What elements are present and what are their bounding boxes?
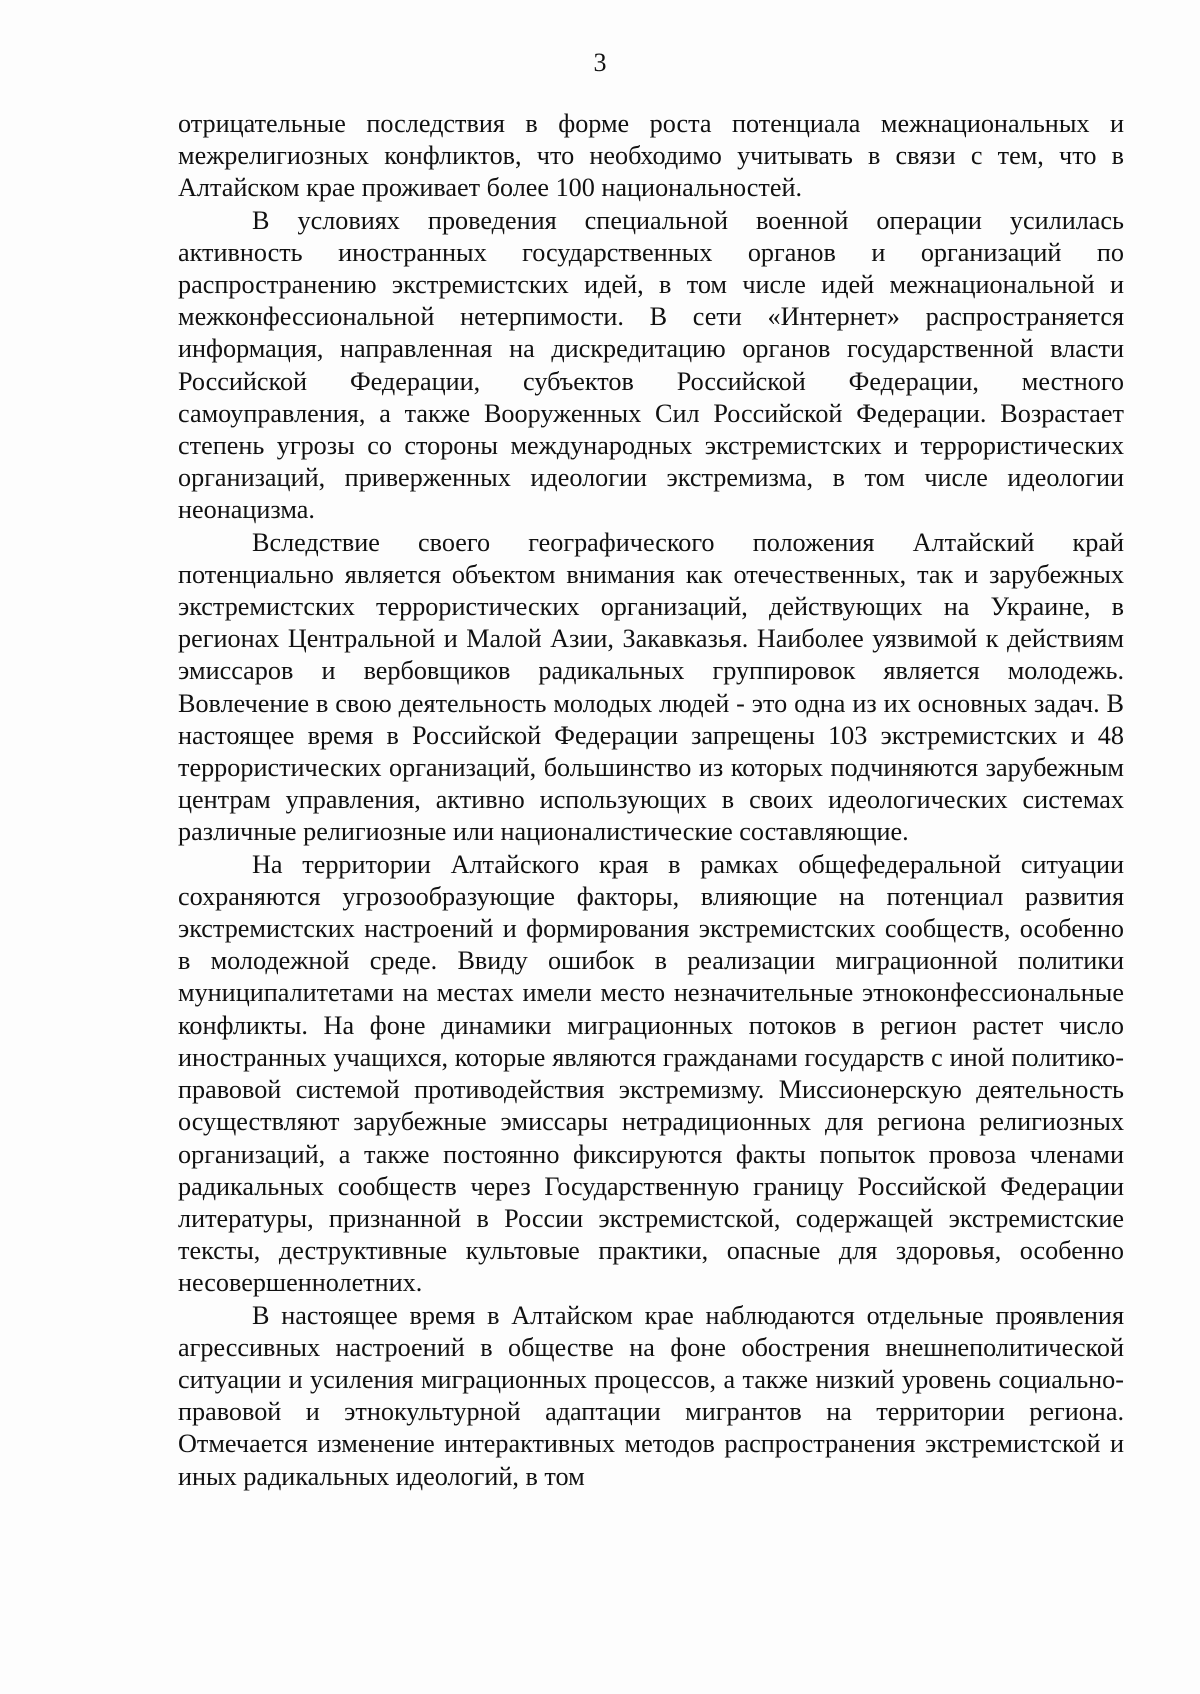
- page-number: 3: [593, 48, 607, 77]
- document-body: [178, 108, 1124, 1493]
- paragraph-threat-factors: На территории Алтайского края в рамках общефедеральной ситуации сохраняются угрозообразующие факторы, влияющие на потенциал развития экстремистских настроений и формирования экстремистских сообществ, особенно в молодежной среде. Ввиду ошибок в реализации миграционной политики муниципалитетами на местах имели место незначительные этноконфессиональные конфликты. На фоне динамики миграционных потоков в регион растет число иностранных учащихся, которые являются гражданами государств с иной политико-правовой системой противодействия экстремизму. Миссионерскую деятельность осуществляют зарубежные эмиссары нетрадиционных для региона религиозных организаций, а также постоянно фиксируются факты попыток провоза членами радикальных сообществ через Государственную границу Российской Федерации литературы, признанной в России экстремистской, содержащей экстремистские тексты, деструктивные культовые практики, опасные для здоровья, особенно несовершеннолетних.: [178, 849, 1124, 1298]
- paragraph-special-operation: В условиях проведения специальной военной операции усилилась активность иностранных государственных органов и организаций по распространению экстремистских идей, в том числе идей межнациональной и межконфессиональной нетерпимости. В сети «Интернет» распространяется информация, направленная на дискредитацию органов государственной власти Российской Федерации, субъектов Российской Федерации, местного самоуправления, а также Вооруженных Сил Российской Федерации. Возрастает степень угрозы со стороны международных экстремистских и террористических организаций, приверженных идеологии экстремизма, в том числе идеологии неонацизма.: [178, 205, 1124, 525]
- paragraph-geographic-position: Вследствие своего географического положения Алтайский край потенциально является объектом внимания как отечественных, так и зарубежных экстремистских террористических организаций, действующих на Украине, в регионах Центральной и Малой Азии, Закавказья. Наиболее уязвимой к действиям эмиссаров и вербовщиков радикальных группировок является молодежь. Вовлечение в свою деятельность молодых людей - это одна из их основных задач. В настоящее время в Российской Федерации запрещены 103 экстремистских и 48 террористических организаций, большинство из которых подчиняются зарубежным центрам управления, активно использующих в своих идеологических системах различные религиозные или националистические составляющие.: [178, 527, 1124, 847]
- paragraph-continued: отрицательные последствия в форме роста потенциала межнациональных и межрелигиозных конфликтов, что необходимо учитывать в связи с тем, что в Алтайском крае проживает более 100 национальностей.: [178, 109, 1124, 203]
- paragraph-aggressive-moods: В настоящее время в Алтайском крае наблюдаются отдельные проявления агрессивных настроений в обществе на фоне обострения внешнеполитической ситуации и усиления миграционных процессов, а также низкий уровень социально-правовой и этнокультурной адаптации мигрантов на территории региона. Отмечается изменение интерактивных методов распространения экстремистской и иных радикальных идеологий, в том: [178, 1300, 1124, 1491]
